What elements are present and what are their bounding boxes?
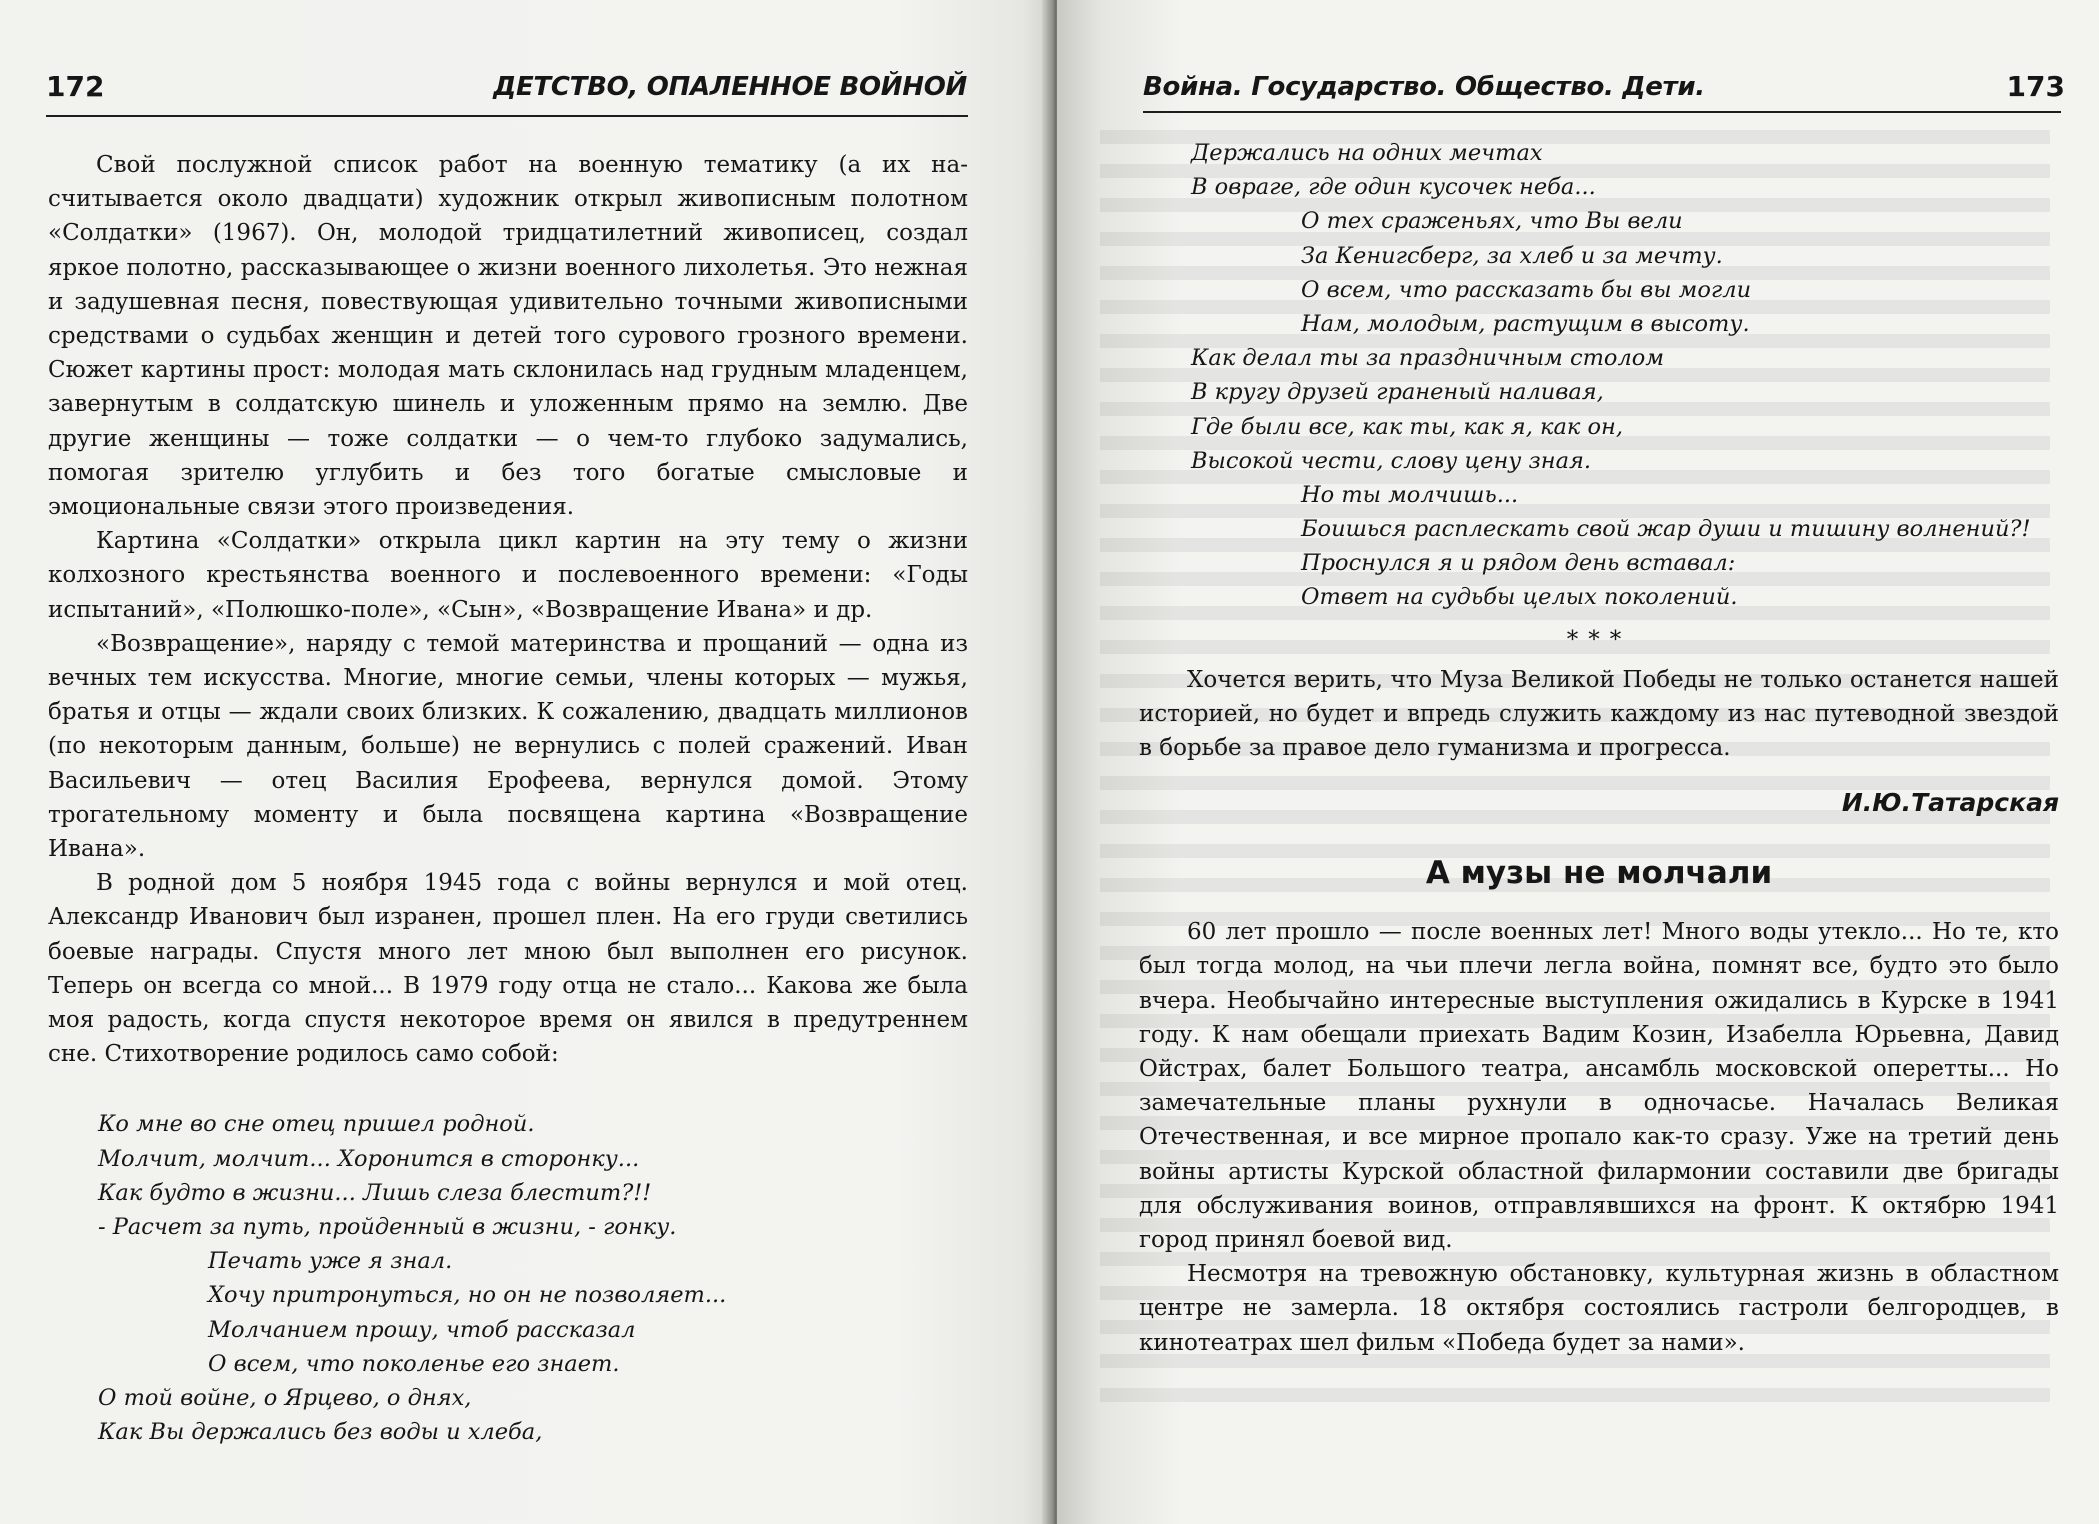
running-title-right: Война. Государство. Общество. Дети. (1143, 72, 1705, 102)
poem-line: В овраге, где один кусочек неба... (1191, 174, 1596, 201)
author-signature: И.Ю.Татарская (1841, 788, 2059, 818)
poem-line: Нам, молодым, растущим в высоту. (1301, 310, 1750, 337)
poem-line: Где были все, как ты, как я, как он, (1191, 413, 1623, 440)
section-separator: *** (1566, 626, 1632, 653)
poem-line: Как будто в жизни... Лишь слеза блестит?!! (98, 1179, 652, 1206)
poem-line: Боишься расплескать свой жар души и тишину волнений?! (1301, 516, 2031, 543)
page-number-right: 173 (2006, 70, 2065, 103)
paragraph: Несмотря на тревожную обстановку, культурная жизнь в областном центре не замерла. 18 октября состоялись гастроли белгородцев, в кинотеатрах шел фильм «Победа будет за нами». (1139, 1261, 2059, 1356)
paragraph: Картина «Солдатки» открыла цикл картин на эту тему о жизни колхозного крестьянства военного и послевоенного времени: «Годы испытаний», «Полюшко-поле», «Сын», «Возвращение Ивана» и др. (48, 528, 968, 623)
poem-line: Ответ на судьбы целых поколений. (1301, 584, 1738, 611)
poem-line: Как Вы держались без воды и хлеба, (98, 1419, 543, 1446)
poem-right (1191, 136, 2059, 615)
poem-line: - Расчет за путь, пройденный в жизни, - гонку. (98, 1214, 677, 1241)
poem-line: Молчанием прошу, чтоб рассказал (208, 1316, 636, 1343)
poem-line: Молчит, молчит... Хоронится в сторонку... (98, 1145, 640, 1172)
poem-line: О всем, что рассказать бы вы могли (1301, 276, 1752, 303)
poem-left (98, 1107, 968, 1449)
section-title: А музы не молчали (1425, 855, 1773, 892)
closing-paragraph: Хочется верить, что Муза Великой Победы не только останется нашей историей, но будет и впредь служить каждому из нас путеводной звездой в борьбе за правое дело гуманизма и прогресса. (1139, 666, 2059, 762)
right-text-column (1139, 136, 2059, 1360)
left-text-column (48, 148, 968, 1449)
poem-line: В кругу друзей граненый наливая, (1191, 379, 1604, 406)
header-rule-left (46, 115, 968, 117)
paragraph: «Возвращение», наряду с темой материнства и прощаний — одна из вечных тем искусства. Многие, многие семьи, члены которых — мужья, братья и отцы — ждали своих близких. К сожалению, двадцать миллионов (по некоторым данным, больше) не вернулись с полей сражений. Иван Васильевич — отец Василия Ерофеева, вернулся домой. Этому трогательному моменту и была посвящена картина «Возвращение Ивана». (48, 630, 968, 863)
running-title-left: ДЕТСТВО, ОПАЛЕННОЕ ВОЙНОЙ (493, 72, 967, 102)
paragraph: Свой послужной список работ на военную тематику (а их насчитывается около двадцати) художник открыл живописным полотном «Солдатки» (1967). Он, молодой тридцатилетний живописец, создал яркое полотно, рассказывающее о жизни военного лихолетья. Это нежная и задушевная песня, повествующая удивительно точными живописными средствами о судьбах женщин и детей того сурового грозного времени. Сюжет картины прост: молодая мать склонилась над грудным младенцем, завернутым в солдатскую шинель и уложенным прямо на землю. Две другие женщины — тоже солдатки — о чем-то глубоко задумались, помогая зрителю углубить и без того богатые смысловые и эмоциональные связи этого произведения. (48, 152, 968, 521)
paragraph: 60 лет прошло — после военных лет! Много воды утекло... Но те, кто был тогда молод, на чьи плечи легла война, помнят все, будто это было вчера. Необычайно интересные выступления ожидались в Курске в 1941 году. К нам обещали приехать Вадим Козин, Изабелла Юрьевна, Давид Ойстрах, балет Большого театра, ансамбль московской оперетты... Но замечательные планы рухнули в одночасье. Началась Великая Отечественная, и все мирное пропало как-то сразу. Уже на третий день войны артисты Курской областной филармонии составили две бригады для обслуживания воинов, отправлявшихся на фронт. К октябрю 1941 город принял боевой вид. (1139, 919, 2059, 1254)
poem-line: Хочу притронуться, но он не позволяет... (208, 1282, 727, 1309)
poem-line: О той войне, о Ярцево, о днях, (98, 1384, 472, 1411)
poem-line: Держались на одних мечтах (1191, 140, 1543, 166)
poem-line: За Кенигсберг, за хлеб и за мечту. (1301, 242, 1723, 269)
page-number-left: 172 (46, 70, 105, 103)
poem-line: О всем, что поколенье его знает. (208, 1350, 620, 1377)
poem-line: Как делал ты за праздничным столом (1191, 345, 1664, 372)
poem-line: Высокой чести, слову цену зная. (1191, 447, 1592, 474)
poem-line: Ко мне во сне отец пришел родной. (98, 1111, 535, 1138)
poem-line: Проснулся я и рядом день вставал: (1301, 550, 1736, 577)
right-running-head (1057, 63, 2099, 111)
paragraph: В родной дом 5 ноября 1945 года с войны вернулся и мой отец. Александр Иванович был изранен, прошел плен. На его груди светились боевые награды. Спустя много лет мною был выполнен его рисунок. Теперь он всегда со мной... В 1979 году отца не стало... Какова же была моя радость, когда спустя некоторое время он явился в предутреннем сне. Стихотворение родилось само собой: (48, 870, 968, 1068)
poem-line: Но ты молчишь... (1301, 481, 1519, 508)
left-running-head (0, 63, 1055, 111)
header-rule-right (1143, 111, 2061, 113)
poem-line: О тех сраженьях, что Вы вели (1301, 208, 1683, 235)
poem-line: Печать уже я знал. (208, 1248, 453, 1275)
